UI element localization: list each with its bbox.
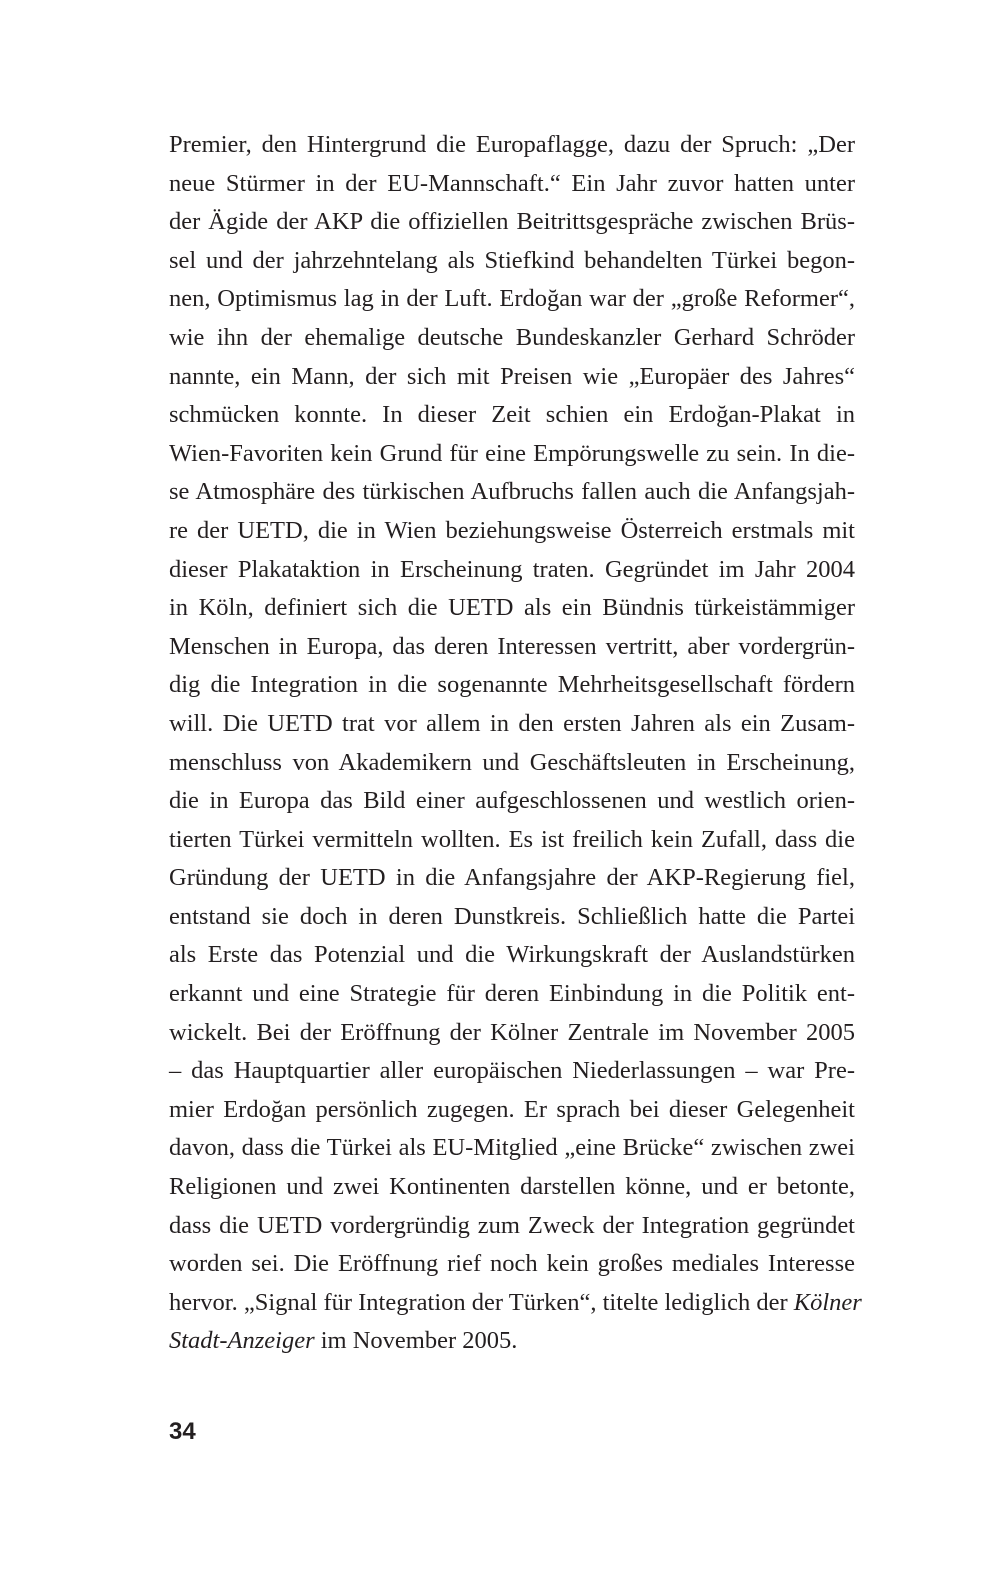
text-segment: hervor. „Signal für Integration der Türken“, titelte lediglich der bbox=[169, 1288, 794, 1316]
text-line bbox=[169, 705, 855, 744]
text-segment: dig die Integration in die sogenannte Mehrheitsgesellschaft fördern bbox=[169, 671, 855, 699]
text-segment: wie ihn der ehemalige deutsche Bundeskanzler Gerhard Schröder bbox=[169, 323, 855, 351]
text-segment: Gründung der UETD in die Anfangsjahre der AKP-Regierung fiel, bbox=[169, 864, 855, 892]
text-line bbox=[169, 744, 855, 783]
text-segment: nen, Optimismus lag in der Luft. Erdoğan war der „große Reformer“, bbox=[169, 285, 855, 313]
text-segment: schmücken konnte. In dieser Zeit schien ein Erdoğan-Plakat in bbox=[169, 401, 855, 429]
text-line bbox=[169, 165, 855, 204]
text-line bbox=[169, 898, 855, 937]
text-segment: tierten Türkei vermitteln wollten. Es ist freilich kein Zufall, dass die bbox=[169, 825, 855, 853]
text-segment: neue Stürmer in der EU-Mannschaft.“ Ein Jahr zuvor hatten unter bbox=[169, 169, 855, 197]
text-segment: – das Hauptquartier aller europäischen Niederlassungen – war Pre- bbox=[169, 1057, 855, 1085]
italic-text-segment: Kölner bbox=[793, 1288, 862, 1316]
text-line bbox=[169, 319, 855, 358]
text-line bbox=[169, 203, 855, 242]
text-line bbox=[169, 126, 855, 165]
text-segment: worden sei. Die Eröffnung rief noch kein großes mediales Interesse bbox=[169, 1250, 855, 1278]
text-line bbox=[169, 1091, 855, 1130]
text-line bbox=[169, 435, 855, 474]
text-segment: Wien-Favoriten kein Grund für eine Empörungswelle zu sein. In die- bbox=[169, 439, 855, 467]
text-segment: re der UETD, die in Wien beziehungsweise Österreich erstmals mit bbox=[169, 516, 855, 544]
text-segment: die in Europa das Bild einer aufgeschlossenen und westlich orien- bbox=[169, 787, 855, 815]
text-line bbox=[169, 589, 855, 628]
text-segment: im November 2005. bbox=[314, 1327, 518, 1355]
text-line bbox=[169, 936, 855, 975]
text-segment: nannte, ein Mann, der sich mit Preisen wie „Europäer des Jahres“ bbox=[169, 362, 855, 390]
text-segment: Religionen und zwei Kontinenten darstellen könne, und er betonte, bbox=[169, 1173, 855, 1201]
page-number: 34 bbox=[169, 1418, 196, 1445]
text-line bbox=[169, 1014, 855, 1053]
text-segment: der Ägide der AKP die offiziellen Beitrittsgespräche zwischen Brüs- bbox=[169, 208, 855, 236]
text-line bbox=[169, 1207, 855, 1246]
text-line bbox=[169, 1284, 862, 1323]
text-line bbox=[169, 512, 855, 551]
text-segment: dieser Plakataktion in Erscheinung traten. Gegründet im Jahr 2004 bbox=[169, 555, 855, 583]
text-segment: dass die UETD vordergründig zum Zweck der Integration gegründet bbox=[169, 1211, 855, 1239]
text-segment: sel und der jahrzehntelang als Stiefkind behandelten Türkei begon- bbox=[169, 246, 855, 274]
text-line bbox=[169, 1129, 855, 1168]
text-line bbox=[169, 821, 855, 860]
text-segment: Premier, den Hintergrund die Europaflagge, dazu der Spruch: „Der bbox=[169, 131, 855, 158]
text-segment: wickelt. Bei der Eröffnung der Kölner Zentrale im November 2005 bbox=[169, 1018, 855, 1046]
text-line bbox=[169, 628, 855, 667]
text-line bbox=[169, 396, 855, 435]
text-segment: will. Die UETD trat vor allem in den ersten Jahren als ein Zusam- bbox=[169, 709, 855, 737]
text-line bbox=[169, 1322, 855, 1361]
text-line bbox=[169, 242, 855, 281]
text-segment: erkannt und eine Strategie für deren Einbindung in die Politik ent- bbox=[169, 980, 855, 1008]
text-line bbox=[169, 280, 855, 319]
text-line bbox=[169, 473, 855, 512]
text-segment: davon, dass die Türkei als EU-Mitglied „eine Brücke“ zwischen zwei bbox=[169, 1134, 855, 1162]
text-segment: Menschen in Europa, das deren Interessen vertritt, aber vordergrün- bbox=[169, 632, 855, 660]
text-line bbox=[169, 782, 855, 821]
text-segment: mier Erdoğan persönlich zugegen. Er sprach bei dieser Gelegenheit bbox=[169, 1095, 855, 1123]
text-segment: entstand sie doch in deren Dunstkreis. Schließlich hatte die Partei bbox=[169, 902, 855, 930]
text-segment: menschluss von Akademikern und Geschäftsleuten in Erscheinung, bbox=[169, 748, 855, 776]
text-segment: in Köln, definiert sich die UETD als ein Bündnis türkeistämmiger bbox=[169, 594, 855, 622]
italic-text-segment: Stadt-Anzeiger bbox=[169, 1327, 315, 1355]
text-segment: als Erste das Potenzial und die Wirkungskraft der Auslandstürken bbox=[169, 941, 855, 969]
text-line bbox=[169, 1052, 855, 1091]
text-line bbox=[169, 975, 855, 1014]
text-line bbox=[169, 666, 855, 705]
text-line bbox=[169, 551, 855, 590]
text-line bbox=[169, 358, 855, 397]
text-line bbox=[169, 1168, 855, 1207]
text-segment: se Atmosphäre des türkischen Aufbruchs fallen auch die Anfangsjah- bbox=[169, 478, 855, 506]
text-line bbox=[169, 1245, 855, 1284]
text-line bbox=[169, 859, 855, 898]
body-paragraph bbox=[169, 126, 862, 1361]
